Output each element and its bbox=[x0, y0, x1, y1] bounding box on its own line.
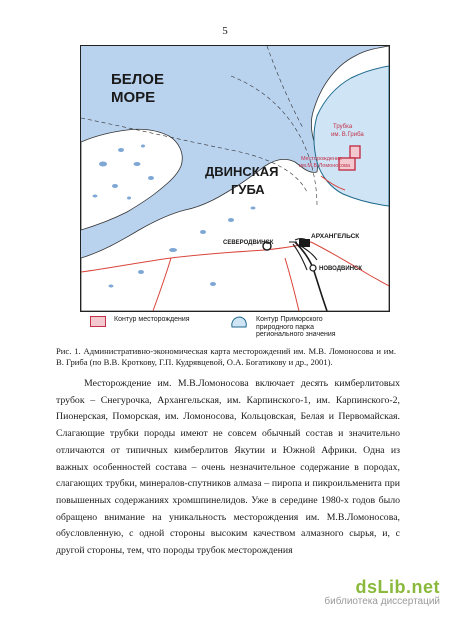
novodvinsk-marker bbox=[310, 265, 316, 271]
lomonosov-deposit-label-line2: им.М.В.Ломоносова bbox=[299, 163, 351, 169]
lomonosov-deposit-label-line1: Месторождение bbox=[301, 156, 343, 162]
gulf-label-line2: ГУБА bbox=[231, 182, 265, 197]
sea-label-line2: МОРЕ bbox=[111, 89, 156, 106]
watermark-subtitle: библиотека диссертаций bbox=[324, 596, 440, 607]
map-svg bbox=[81, 46, 389, 311]
map-legend bbox=[80, 312, 390, 342]
body-text bbox=[56, 376, 400, 560]
gulf-label-line1: ДВИНСКАЯ bbox=[205, 164, 279, 179]
body-paragraph: Месторождение им. М.В.Ломоносова включает десять кимберлитовых трубок – Снегурочка, Архангельская, им. Карпинского-1, им. Карпинского-2, Пионерская, Поморская, им. Ломоносова, Кольцовская, Белая и Первомайская. Слагающие трубки породы имеют не совсем обычный состав и значительно отличаются от типичных кимберлитов Якутии и Южной Африки. Одна из важных особенностей состава – очень незначительное содержание в породах, слагающих трубки, минералов-спутников алмаза – пиропа и пикроильменита при повышенных содержаниях хромшпинелидов. Уже в середине 1980-х годов было обращено внимание на уникальность месторождения им. М.В.Ломоносова, обусловленную, с одной стороны высоким качеством алмазного сырья, и, с другой стороны, тем, что породы трубок месторождения bbox=[56, 378, 400, 557]
novodvinsk-label: НОВОДВИНСК bbox=[319, 266, 363, 272]
legend-park-line1: Контур Приморского bbox=[256, 316, 323, 323]
arkhangelsk-marker bbox=[299, 239, 310, 247]
figure-caption: Рис. 1. Административно-экономическая карта месторождений им. М.В. Ломоносова и им. В. Гриба (по В.В. Кроткову, Г.П. Кудрявцевой, О.А. Богатикову и др., 2001). bbox=[56, 346, 396, 367]
griba-pipe-label-line1: Трубка bbox=[333, 124, 353, 130]
legend-park-line3: регионального значения bbox=[256, 331, 336, 338]
legend-deposit-label: Контур месторождения bbox=[114, 316, 190, 323]
severodvinsk-label: СЕВЕРОДВИНСК bbox=[223, 240, 274, 246]
griba-deposit-contour bbox=[350, 146, 360, 158]
legend-deposit bbox=[90, 316, 190, 327]
arkhangelsk-label: АРХАНГЕЛЬСК bbox=[311, 233, 360, 240]
legend-park-line2: природного парка bbox=[256, 323, 314, 331]
sea-label-line1: БЕЛОЕ bbox=[111, 71, 164, 88]
park-swatch-icon bbox=[230, 316, 248, 328]
watermark bbox=[320, 575, 444, 609]
griba-pipe-label-line2: им. В.Гриба bbox=[331, 132, 364, 138]
watermark-logo: dsLib.net bbox=[355, 577, 440, 597]
page-number: 5 bbox=[222, 25, 228, 37]
deposit-swatch-icon bbox=[90, 316, 106, 327]
legend-park bbox=[230, 316, 336, 339]
legend-park-text bbox=[256, 316, 336, 339]
map-figure bbox=[80, 45, 390, 312]
